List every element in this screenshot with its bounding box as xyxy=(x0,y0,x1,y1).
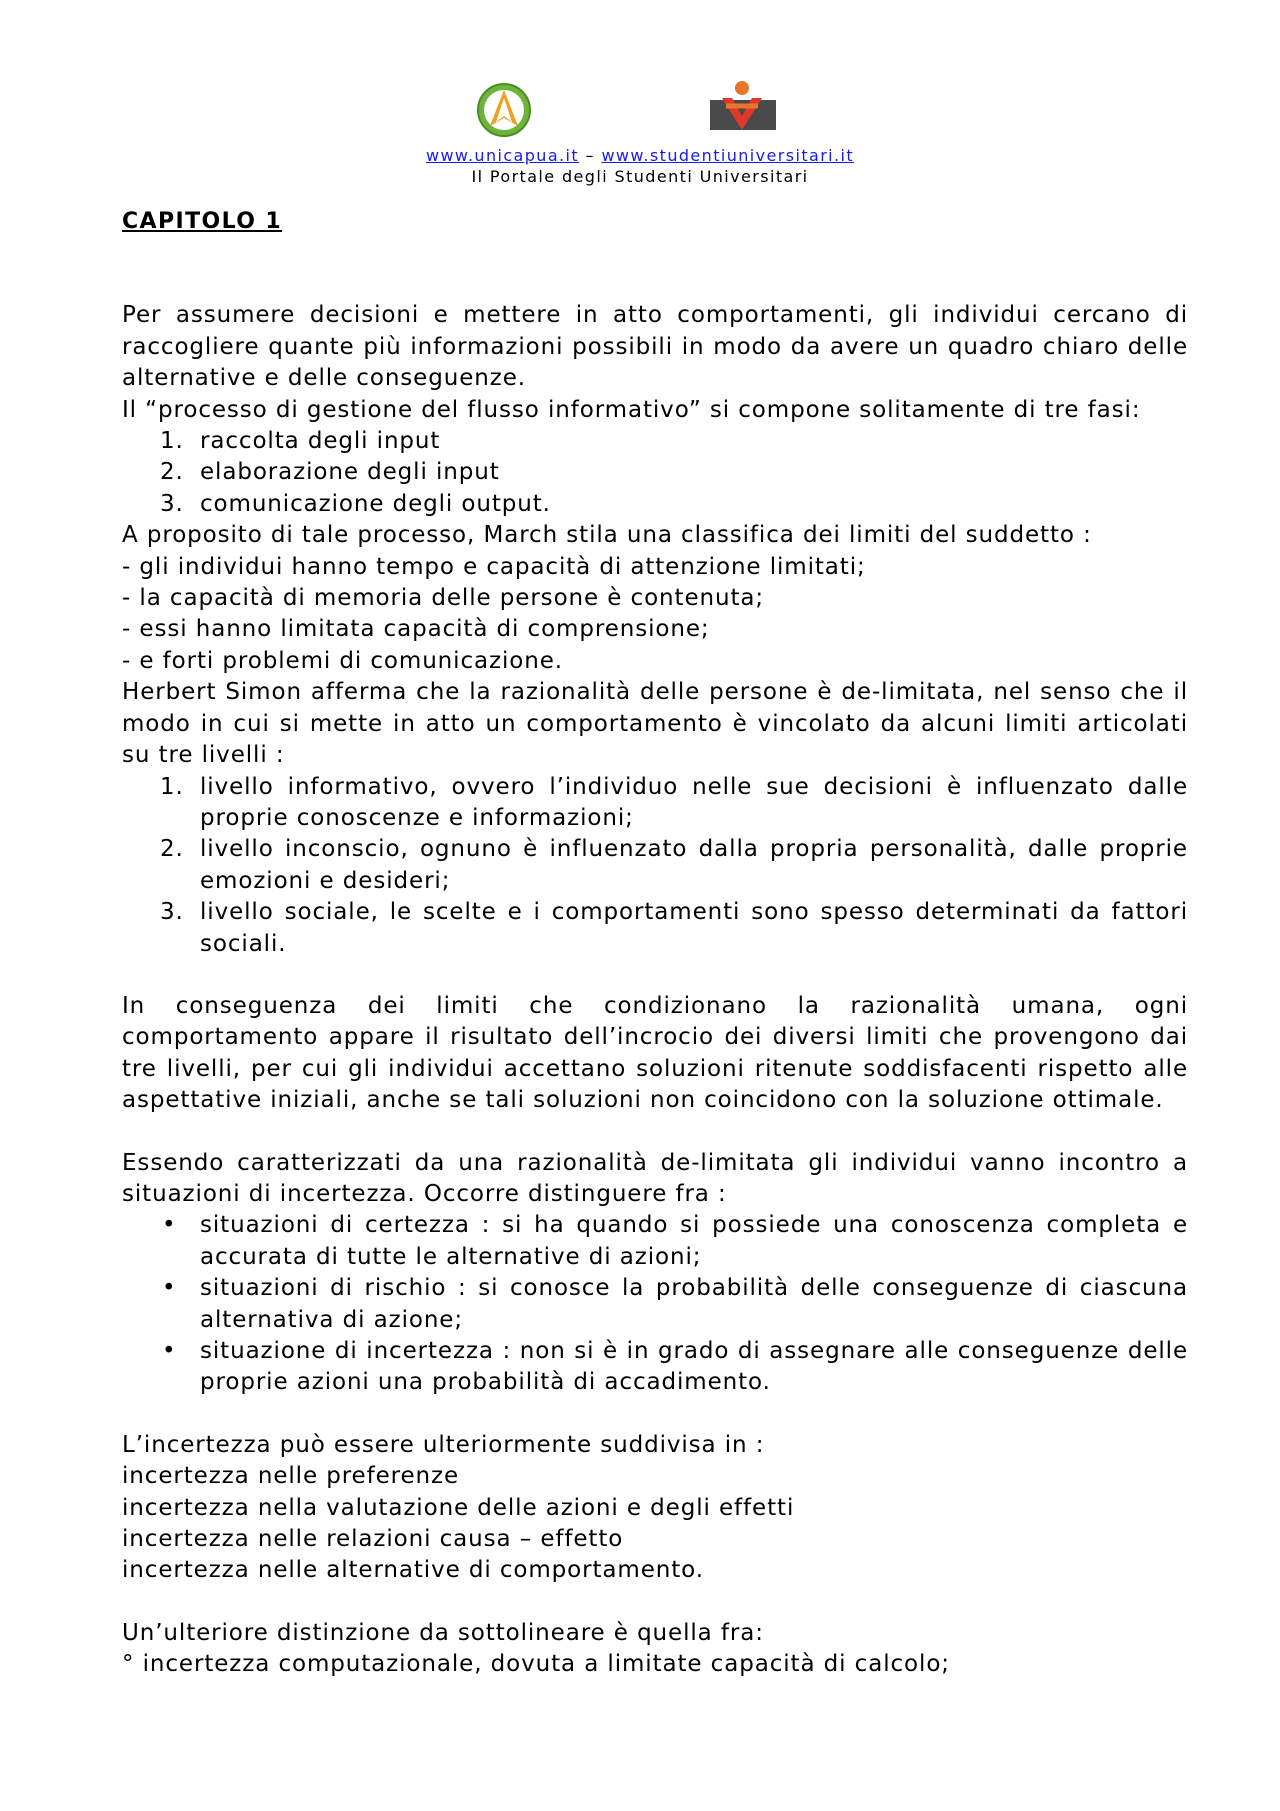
paragraph-consequences: In conseguenza dei limiti che condizionano la razionalità umana, ogni comportamento appare il risultato dell’incrocio dei diversi limiti che provengono dai tre livelli, per cui gli individui accettano soluzioni ritenute soddisfacenti rispetto alle aspettative iniziali, anche se tali soluzioni non coincidono con la soluzione ottimale. xyxy=(122,992,1188,1114)
paragraph-march: A proposito di tale processo, March stila una classifica dei limiti del suddetto : xyxy=(122,522,1092,549)
document-body xyxy=(122,206,1188,1681)
unicapua-logo-icon xyxy=(476,82,532,138)
header-tagline: Il Portale degli Studenti Universitari xyxy=(471,167,809,186)
studentiuniversitari-link[interactable]: www.studentiuniversitari.it xyxy=(601,146,855,165)
list-item: incertezza nelle preferenze xyxy=(122,1463,460,1490)
paragraph-intro: Per assumere decisioni e mettere in atto comportamenti, gli individui cercano di raccogliere quante più informazioni possibili in modo da avere un quadro chiaro delle alternative e delle conseguenze. xyxy=(122,302,1188,392)
list-item: incertezza nelle alternative di comportamento. xyxy=(122,1557,704,1584)
studentiuniversitari-logo-icon xyxy=(708,80,778,136)
uncertainty-types-list xyxy=(122,1461,1188,1587)
list-item: - e forti problemi di comunicazione. xyxy=(122,647,563,674)
list-item: • situazioni di rischio : si conosce la probabilità delle conseguenze di ciascuna alternativa di azione; xyxy=(162,1275,1188,1333)
march-limits-list xyxy=(122,552,1188,678)
bullet-icon: • xyxy=(162,1275,177,1302)
chapter-title: CAPITOLO 1 xyxy=(122,209,283,234)
list-item: - gli individui hanno tempo e capacità di attenzione limitati; xyxy=(122,553,866,580)
paragraph-computational: ° incertezza computazionale, dovuta a limitate capacità di calcolo; xyxy=(122,1651,950,1678)
list-item: • situazione di incertezza : non si è in grado di assegnare alle conseguenze delle proprie azioni una probabilità di accadimento. xyxy=(162,1338,1188,1396)
list-item: 1. livello informativo, ovvero l’individuo nelle sue decisioni è influenzato dalle proprie conoscenze e informazioni; xyxy=(160,773,1188,831)
list-item: - essi hanno limitata capacità di comprensione; xyxy=(122,616,710,643)
paragraph-subdivision: L’incertezza può essere ulteriormente suddivisa in : xyxy=(122,1431,765,1458)
paragraph-simon: Herbert Simon afferma che la razionalità delle persone è de-limitata, nel senso che il modo in cui si mette in atto un comportamento è vincolato da alcuni limiti articolati su tre livelli : xyxy=(122,679,1188,769)
header-logos xyxy=(0,80,1280,142)
phases-list xyxy=(122,426,1188,520)
list-item: 2. elaborazione degli input xyxy=(160,459,500,486)
bullet-icon: • xyxy=(162,1212,177,1239)
list-item: incertezza nelle relazioni causa – effetto xyxy=(122,1526,624,1553)
situations-list xyxy=(122,1210,1188,1398)
list-item: - la capacità di memoria delle persone è contenuta; xyxy=(122,585,765,612)
list-item: 1. raccolta degli input xyxy=(160,428,441,455)
list-item: incertezza nella valutazione delle azioni e degli effetti xyxy=(122,1494,795,1521)
paragraph-distinction: Un’ulteriore distinzione da sottolineare è quella fra: xyxy=(122,1619,764,1646)
bullet-icon: • xyxy=(162,1338,177,1364)
paragraph-process: Il “processo di gestione del flusso informativo” si compone solitamente di tre fasi: xyxy=(122,396,1141,423)
unicapua-link[interactable]: www.unicapua.it xyxy=(425,146,580,165)
levels-list xyxy=(122,772,1188,960)
header-links xyxy=(0,146,1280,165)
list-item: • situazioni di certezza : si ha quando si possiede una conoscenza completa e accurata di tutte le alternative di azioni; xyxy=(162,1212,1188,1270)
list-item: 3. comunicazione degli output. xyxy=(160,490,551,517)
list-item: 3. livello sociale, le scelte e i comportamenti sono spesso determinati da fattori sociali. xyxy=(160,899,1188,957)
page-header xyxy=(0,80,1280,186)
list-item: 2. livello inconscio, ognuno è influenzato dalla propria personalità, dalle proprie emozioni e desideri; xyxy=(160,836,1188,894)
paragraph-uncertainty: Essendo caratterizzati da una razionalità de-limitata gli individui vanno incontro a situazioni di incertezza. Occorre distinguere fra : xyxy=(122,1149,1188,1207)
link-separator: – xyxy=(579,146,602,165)
